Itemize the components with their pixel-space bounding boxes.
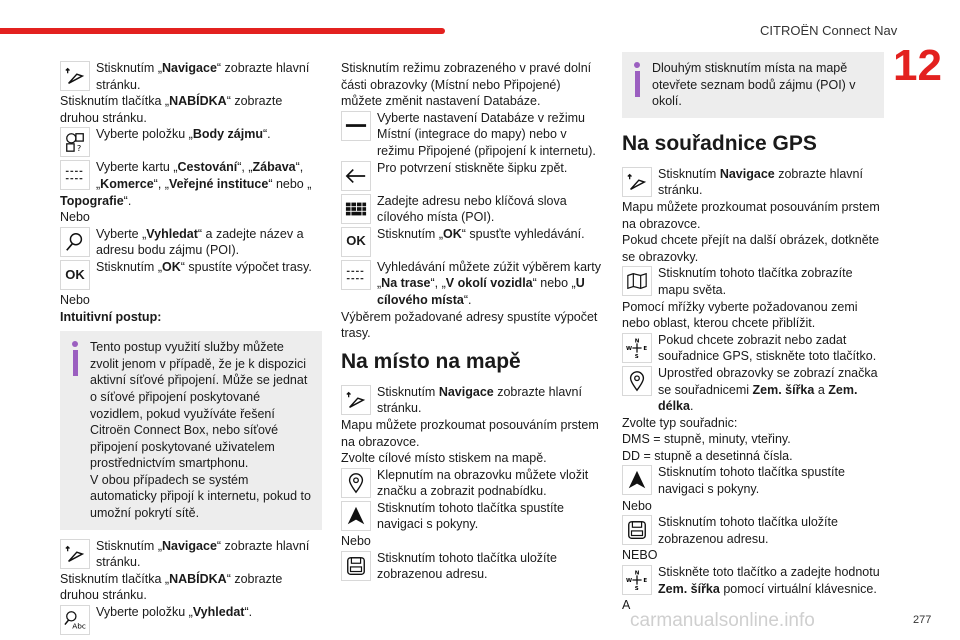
step-text: Stisknutím tlačítka „NABÍDKA“ zobrazte druhou stránku. bbox=[60, 571, 283, 603]
body-text: Pomocí mřížky vyberte požadovanou zemi nebo oblast, kterou chcete přiblížit. bbox=[622, 299, 858, 331]
body-text: DD = stupně a desetinná čísla. bbox=[622, 448, 793, 463]
navigation-arrow-icon bbox=[341, 385, 371, 415]
tab-lines-icon bbox=[341, 260, 371, 290]
compass-w: W bbox=[626, 577, 633, 584]
step-back bbox=[341, 160, 603, 193]
step-ok bbox=[60, 259, 322, 292]
compass-icon bbox=[622, 333, 652, 363]
step-text: Klepnutím na obrazovku můžete vložit značku a zobrazit podnabídku. bbox=[377, 467, 589, 499]
navigate-triangle-icon bbox=[622, 465, 652, 495]
body-text: A bbox=[622, 598, 631, 613]
or-text: Nebo bbox=[622, 498, 652, 513]
location-pin-icon bbox=[622, 366, 652, 396]
compass-e: E bbox=[643, 577, 648, 584]
tab-lines-icon bbox=[60, 160, 90, 190]
ok-icon: OK bbox=[341, 227, 371, 257]
step-tabs bbox=[60, 159, 322, 192]
or-text: Nebo bbox=[341, 534, 371, 549]
compass-w: W bbox=[626, 345, 633, 352]
chapter-number: 12 bbox=[893, 41, 942, 90]
magnifier-icon bbox=[60, 227, 90, 257]
compass-n: N bbox=[634, 338, 640, 345]
step-keyboard bbox=[341, 193, 603, 226]
column-3 bbox=[622, 52, 884, 614]
body-text: Pokud chcete přejít na další obrázek, dotkněte se obrazovky. bbox=[622, 233, 880, 264]
step-text: Topografie“. bbox=[60, 193, 132, 208]
compass-icon bbox=[622, 565, 652, 595]
step-text: Vyhledávání můžete zúžit výběrem karty „Na trase“, „V okolí vozidla“ nebo „U cílového místa“. bbox=[377, 259, 601, 307]
location-pin-icon bbox=[341, 468, 371, 498]
step-database bbox=[341, 110, 603, 160]
abc-label: Abc bbox=[72, 621, 86, 631]
body-text: Mapu můžete prozkoumat posouváním prstem na obrazovce. bbox=[622, 199, 880, 231]
keyboard-icon bbox=[341, 194, 371, 224]
step-pin bbox=[622, 365, 884, 415]
compass-e: E bbox=[643, 345, 648, 352]
step-text: Uprostřed obrazovky se zobrazí značka se souřadnicemi Zem. šířka a Zem. délka. bbox=[658, 365, 878, 414]
step-text: Vyberte „Vyhledat“ a zadejte název a adresu bodu zájmu (POI). bbox=[96, 226, 304, 258]
step-text: Stisknutím Navigace zobrazte hlavní stránku. bbox=[658, 166, 863, 198]
navigation-arrow-icon bbox=[60, 539, 90, 569]
navigation-arrow-icon bbox=[622, 167, 652, 197]
step-ok bbox=[341, 226, 603, 259]
navigate-triangle-icon bbox=[341, 501, 371, 531]
save-address-icon bbox=[622, 515, 652, 545]
or-text: Nebo bbox=[60, 292, 90, 307]
search-abc-icon bbox=[60, 605, 90, 635]
step-navigation-2 bbox=[60, 538, 322, 571]
note-text: Tento postup využití služby můžete zvolit jenom v případě, že je k dispozici aktivní síťové připojení. Může se jednat o síťové připojení poskytované vozidlem, pokud využíváte řešení Citroën Connect Box, nebo síťové připojení poskytované uživatelem prostřednictvím smartphonu. bbox=[90, 340, 308, 471]
step-text: Stisknutím tlačítka „NABÍDKA“ zobrazte druhou stránku. bbox=[60, 94, 283, 125]
step-text: Stisknutím tohoto tlačítka uložíte zobrazenou adresu. bbox=[377, 550, 557, 582]
step-navigation bbox=[60, 60, 322, 93]
column-1 bbox=[60, 60, 322, 637]
step-start-nav bbox=[622, 464, 884, 497]
section-heading-gps: Na souřadnice GPS bbox=[622, 131, 817, 155]
step-text: Stisknutím tohoto tlačítka spustíte navigaci s pokyny. bbox=[377, 500, 564, 532]
step-save bbox=[341, 550, 603, 583]
body-text: Mapu můžete prozkoumat posouváním prstem na obrazovce. bbox=[341, 417, 599, 449]
column-2 bbox=[341, 60, 603, 583]
step-text: Stisknutím tohoto tlačítka zobrazíte mapu světa. bbox=[658, 266, 853, 297]
save-address-icon bbox=[341, 551, 371, 581]
watermark: carmanualsonline.info bbox=[630, 610, 815, 631]
step-text: Stisknutím „Navigace“ zobrazte hlavní stránku. bbox=[96, 61, 310, 92]
step-search bbox=[60, 226, 322, 259]
info-note bbox=[622, 52, 884, 118]
info-note bbox=[60, 331, 322, 530]
step-world-map bbox=[622, 265, 884, 298]
or-text: NEBO bbox=[622, 548, 658, 563]
body-text: Zvolte cílové místo stiskem na mapě. bbox=[341, 451, 547, 466]
database-icon bbox=[341, 111, 371, 141]
step-pin bbox=[341, 467, 603, 500]
step-text: Zadejte adresu nebo klíčová slova cílového místa (POI). bbox=[377, 193, 567, 225]
step-start-nav bbox=[341, 500, 603, 533]
svg-text:?: ? bbox=[76, 143, 82, 154]
intuitive-heading: Intuitivní postup: bbox=[60, 309, 162, 324]
step-text: Vyberte položku „Body zájmu“. bbox=[96, 127, 271, 142]
back-arrow-icon bbox=[341, 161, 371, 191]
manual-title: CITROËN Connect Nav bbox=[760, 23, 898, 38]
step-text: Stisknutím „OK“ spusťte vyhledávání. bbox=[377, 226, 585, 241]
step-text: Stisknutím Navigace zobrazte hlavní stránku. bbox=[377, 384, 582, 416]
step-gps-coords bbox=[622, 332, 884, 365]
compass-s: S bbox=[634, 586, 639, 592]
compass-n: N bbox=[634, 570, 640, 577]
step-text: Pro potvrzení stiskněte šipku zpět. bbox=[377, 160, 568, 175]
header-red-bar bbox=[0, 28, 445, 34]
step-navigation bbox=[622, 166, 884, 199]
section-heading-map: Na místo na mapě bbox=[341, 349, 521, 373]
ok-icon: OK bbox=[60, 260, 90, 290]
body-text: Stisknutím režimu zobrazeného v pravé dolní části obrazovky (Místní nebo Připojené) můžete změnit nastavení Databáze. bbox=[341, 61, 592, 109]
step-latitude bbox=[622, 564, 884, 597]
page-number: 277 bbox=[913, 614, 932, 626]
step-text: Stisknutím „Navigace“ zobrazte hlavní stránku. bbox=[96, 538, 310, 570]
step-search-abc bbox=[60, 604, 322, 637]
step-text: Stisknutím tohoto tlačítka spustíte navigaci s pokyny. bbox=[658, 465, 845, 497]
or-text: Nebo bbox=[60, 210, 90, 225]
step-poi bbox=[60, 126, 322, 159]
poi-category-icon bbox=[60, 127, 90, 157]
info-icon bbox=[68, 341, 82, 381]
info-icon bbox=[630, 62, 644, 102]
body-text: DMS = stupně, minuty, vteřiny. bbox=[622, 432, 791, 447]
step-text: Vyberte nastavení Databáze v režimu Místní (integrace do mapy) nebo v režimu Připojené (připojení k internetu). bbox=[377, 110, 596, 158]
body-text: Zvolte typ souřadnic: bbox=[622, 415, 738, 430]
step-text: Vyberte kartu „Cestování“, „Zábava“, „Komerce“, „Veřejné instituce“ nebo „ bbox=[96, 160, 312, 191]
step-text: Stisknutím tohoto tlačítka uložíte zobrazenou adresu. bbox=[658, 515, 838, 546]
note-text: Dlouhým stisknutím místa na mapě otevřete seznam bodů zájmu (POI) v okolí. bbox=[652, 61, 856, 109]
step-text: Pokud chcete zobrazit nebo zadat souřadnice GPS, stiskněte toto tlačítko. bbox=[658, 332, 877, 364]
compass-s: S bbox=[634, 353, 639, 359]
step-text: Vyberte položku „Vyhledat“. bbox=[96, 605, 253, 620]
navigation-arrow-icon bbox=[60, 61, 90, 91]
note-text-2: V obou případech se systém automaticky připojí k internetu, pokud to umožní pokrytí sítě. bbox=[90, 472, 311, 521]
step-navigation bbox=[341, 384, 603, 417]
step-filter bbox=[341, 259, 603, 309]
step-text: Stiskněte toto tlačítko a zadejte hodnotu Zem. šířka pomocí virtuální klávesnice. bbox=[658, 565, 880, 596]
step-text: Stisknutím „OK“ spustíte výpočet trasy. bbox=[96, 259, 312, 274]
body-text: Výběrem požadované adresy spustíte výpočet trasy. bbox=[341, 309, 598, 341]
world-map-icon bbox=[622, 266, 652, 296]
step-save bbox=[622, 514, 884, 547]
